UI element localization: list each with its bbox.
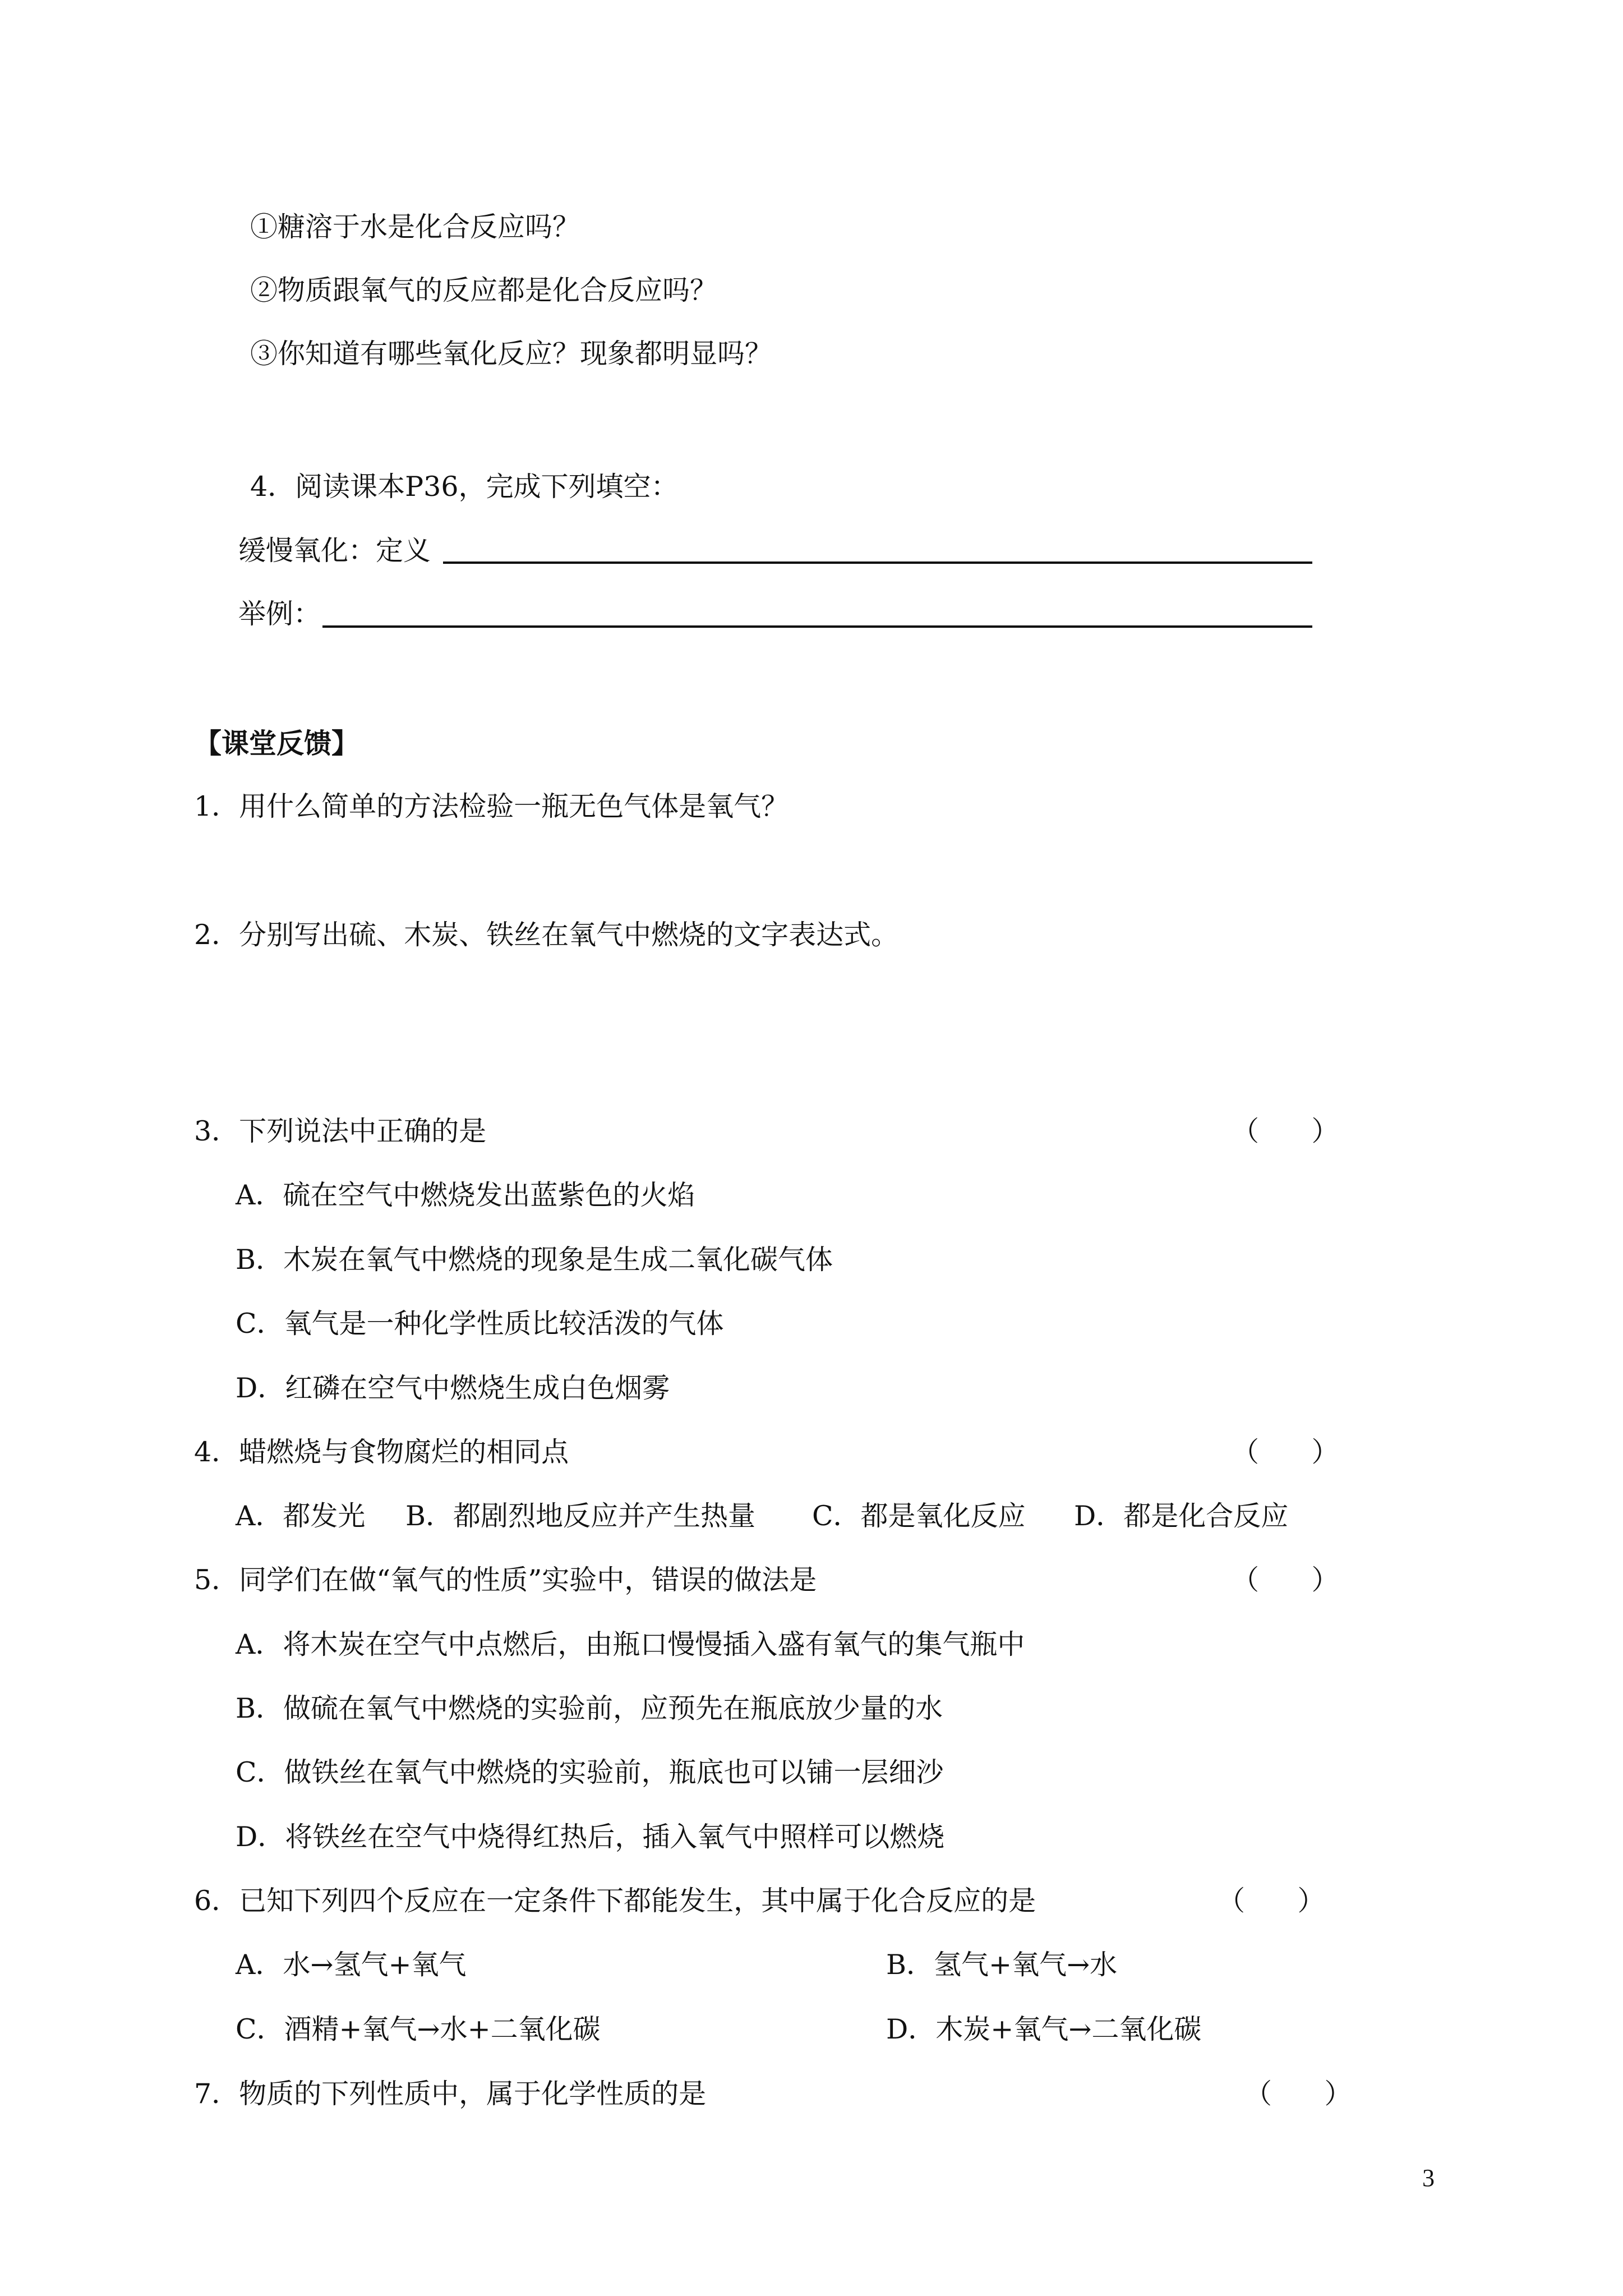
feedback-heading: 【课堂反馈】 (194, 727, 359, 760)
question-6-option-b: B．氢气+氧气→水 (886, 1949, 1118, 1981)
question-7-answer-parens[interactable]: （ ） (1244, 2078, 1352, 2110)
question-4-stem: 4．蜡燃烧与食物腐烂的相同点 (194, 1436, 569, 1468)
question-6-stem: 6．已知下列四个反应在一定条件下都能发生，其中属于化合反应的是 (194, 1885, 1036, 1917)
question-4-option-a: A．都发光 (236, 1500, 366, 1532)
question-3-option-c: C．氧气是一种化学性质比较活泼的气体 (236, 1308, 724, 1340)
question-3-stem: 3．下列说法中正确的是 (194, 1115, 487, 1147)
question-3-answer-parens[interactable]: （ ） (1232, 1115, 1339, 1147)
question-5-option-c: C．做铁丝在氧气中燃烧的实验前，瓶底也可以铺一层细沙 (236, 1756, 944, 1788)
question-3-option-b: B．木炭在氧气中燃烧的现象是生成二氧化碳气体 (236, 1244, 833, 1276)
page-number: 3 (1422, 2164, 1435, 2192)
example-label: 举例： (238, 598, 321, 630)
slow-oxidation-blank[interactable] (443, 562, 1312, 564)
question-6-option-c: C．酒精+氧气→水+二氧化碳 (236, 2013, 601, 2045)
question-4-option-b: B．都剧烈地反应并产生热量 (405, 1500, 756, 1532)
question-3-option-d: D．红磷在空气中燃烧生成白色烟雾 (236, 1372, 670, 1404)
question-7-stem: 7．物质的下列性质中，属于化学性质的是 (194, 2078, 707, 2110)
question-5-option-a: A．将木炭在空气中点燃后，由瓶口慢慢插入盛有氧气的集气瓶中 (236, 1628, 1025, 1660)
question-3-option-a: A．硫在空气中燃烧发出蓝紫色的火焰 (236, 1179, 695, 1211)
question-6-option-a: A．水→氢气+氧气 (236, 1949, 467, 1981)
reading-prompt: 4．阅读课本P36，完成下列填空： (250, 471, 679, 503)
question-6-option-d: D．木炭+氧气→二氧化碳 (886, 2013, 1202, 2045)
question-oxidation-examples: ③你知道有哪些氧化反应？现象都明显吗？ (250, 338, 773, 370)
feedback-question-2: 2．分别写出硫、木炭、铁丝在氧气中燃烧的文字表达式。 (194, 919, 899, 951)
question-4-option-d: D．都是化合反应 (1074, 1500, 1289, 1532)
example-blank[interactable] (322, 625, 1312, 628)
question-5-stem: 5．同学们在做“氧气的性质”实验中，错误的做法是 (194, 1564, 817, 1596)
slow-oxidation-label: 缓慢氧化：定义 (238, 535, 431, 567)
feedback-question-1: 1．用什么简单的方法检验一瓶无色气体是氧气？ (194, 790, 789, 822)
question-5-option-d: D．将铁丝在空气中烧得红热后，插入氧气中照样可以燃烧 (236, 1821, 945, 1853)
question-4-option-c: C．都是氧化反应 (812, 1500, 1026, 1532)
question-4-answer-parens[interactable]: （ ） (1232, 1436, 1339, 1468)
question-5-option-b: B．做硫在氧气中燃烧的实验前，应预先在瓶底放少量的水 (236, 1692, 943, 1724)
question-5-answer-parens[interactable]: （ ） (1232, 1564, 1339, 1596)
question-oxygen-reaction: ②物质跟氧气的反应都是化合反应吗？ (250, 274, 718, 306)
question-sugar-dissolving: ①糖溶于水是化合反应吗？ (250, 211, 580, 243)
question-6-answer-parens[interactable]: （ ） (1218, 1885, 1325, 1917)
